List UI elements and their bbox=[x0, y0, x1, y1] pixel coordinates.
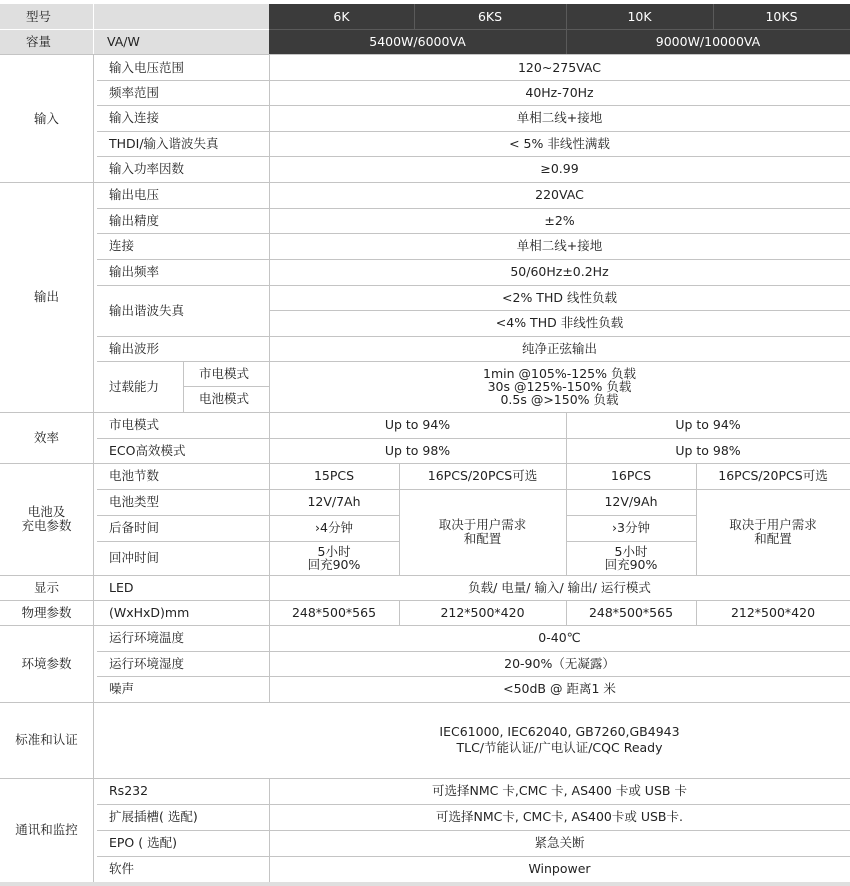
pf-label: 输入功率因数 bbox=[109, 161, 185, 176]
software-label: 软件 bbox=[109, 861, 135, 876]
thdi-value: < 5% 非线性满载 bbox=[509, 135, 610, 151]
section-physical: 物理参数 bbox=[21, 604, 72, 620]
display-label: LED bbox=[109, 579, 134, 595]
dimensions-10k: 248*500*565 bbox=[588, 604, 674, 620]
user-dependent-10ks: 取决于用户需求 和配置 bbox=[729, 517, 817, 546]
section-input: 输入 bbox=[33, 110, 59, 126]
rs232-label: Rs232 bbox=[109, 783, 149, 798]
humidity-value: 20-90%（无凝露） bbox=[504, 655, 615, 671]
model-10k: 10K bbox=[566, 4, 713, 29]
section-display: 显示 bbox=[33, 579, 59, 595]
dimensions-6ks: 212*500*420 bbox=[440, 604, 525, 620]
output-waveform-value: 纯净正弦输出 bbox=[521, 340, 597, 356]
eff-eco-10k: Up to 98% bbox=[675, 442, 741, 458]
eff-eco-6k: Up to 98% bbox=[384, 442, 451, 458]
backup-time-6k: ›4分钟 bbox=[315, 520, 353, 535]
output-thd-linear: <2% THD 线性负载 bbox=[502, 289, 617, 305]
section-output: 输出 bbox=[33, 289, 59, 304]
output-thd-nonlinear: <4% THD 非线性负载 bbox=[495, 315, 624, 330]
output-accuracy-label: 输出精度 bbox=[109, 212, 160, 228]
slot-value: 可选择NMC卡, CMC卡, AS400卡或 USB卡. bbox=[436, 809, 683, 824]
dimensions-6k: 248*500*565 bbox=[291, 604, 377, 620]
input-voltage-range-label: 输入电压范围 bbox=[109, 59, 185, 75]
standards-value: IEC61000, IEC62040, GB7260,GB4943 TLC/节能认证/广电认证/CQC Ready bbox=[439, 724, 680, 755]
temp-value: 0-40℃ bbox=[538, 630, 581, 645]
section-environment: 环境参数 bbox=[21, 655, 72, 671]
slot-label: 扩展插槽( 选配) bbox=[109, 809, 198, 824]
capacity-label: 容量 bbox=[0, 29, 93, 54]
temp-label: 运行环境温度 bbox=[109, 630, 185, 645]
input-connection-label: 输入连接 bbox=[109, 110, 160, 125]
model-6ks: 6KS bbox=[414, 4, 566, 29]
overload-mode-mains: 市电模式 bbox=[199, 365, 250, 381]
overload-mode-battery: 电池模式 bbox=[199, 391, 250, 406]
output-freq-label: 输出频率 bbox=[109, 264, 160, 279]
software-value: Winpower bbox=[528, 861, 591, 876]
freq-range-label: 频率范围 bbox=[109, 84, 160, 100]
capacity-6k: 5400W/6000VA bbox=[269, 29, 566, 54]
humidity-label: 运行环境湿度 bbox=[109, 655, 185, 671]
eff-mains-label: 市电模式 bbox=[109, 417, 160, 432]
rs232-value: 可选择NMC 卡,CMC 卡, AS400 卡或 USB 卡 bbox=[432, 783, 687, 798]
output-voltage-value: 220VAC bbox=[535, 187, 584, 202]
capacity-10k: 9000W/10000VA bbox=[566, 29, 850, 54]
eff-mains-6k: Up to 94% bbox=[384, 417, 451, 432]
header-blank bbox=[93, 4, 269, 29]
section-efficiency: 效率 bbox=[33, 429, 59, 445]
backup-time-label: 后备时间 bbox=[109, 520, 160, 535]
output-connection-value: 单相二线+接地 bbox=[516, 238, 603, 253]
overload-value: 1min @105%-125% 负载 30s @125%-150% 负载 0.5s @>150% 负载 bbox=[483, 366, 636, 407]
epo-value: 紧急关断 bbox=[534, 835, 585, 850]
section-standards: 标准和认证 bbox=[15, 732, 78, 747]
input-voltage-range-value: 120~275VAC bbox=[517, 59, 601, 75]
backup-time-10k: ›3分钟 bbox=[612, 520, 650, 535]
output-thd-label: 输出谐波失真 bbox=[109, 302, 185, 318]
display-value: 负载/ 电量/ 输入/ 输出/ 运行模式 bbox=[468, 579, 651, 595]
battery-count-6k: 15PCS bbox=[313, 468, 355, 483]
dimensions-10ks: 212*500*420 bbox=[730, 604, 816, 620]
bottom-strip bbox=[0, 882, 850, 886]
recharge-time-label: 回冲时间 bbox=[109, 550, 160, 565]
dimensions-label: (WxHxD)mm bbox=[109, 604, 190, 620]
battery-count-10k: 16PCS bbox=[610, 468, 652, 483]
section-battery: 电池及 充电参数 bbox=[21, 504, 72, 533]
freq-range-value: 40Hz-70Hz bbox=[525, 84, 594, 100]
epo-label: EPO ( 选配) bbox=[109, 835, 177, 850]
battery-type-6k: 12V/7Ah bbox=[307, 494, 361, 509]
recharge-time-10k: 5小时 回充90% bbox=[604, 544, 658, 572]
battery-count-10ks: 16PCS/20PCS可选 bbox=[718, 468, 828, 483]
battery-count-6ks: 16PCS/20PCS可选 bbox=[427, 468, 538, 483]
model-6k: 6K bbox=[269, 4, 414, 29]
overload-label: 过载能力 bbox=[109, 378, 160, 394]
recharge-time-6k: 5小时 回充90% bbox=[307, 544, 361, 572]
output-voltage-label: 输出电压 bbox=[109, 187, 160, 202]
battery-type-10k: 12V/9Ah bbox=[604, 494, 658, 509]
capacity-unit: VA/W bbox=[93, 29, 269, 54]
battery-count-label: 电池节数 bbox=[109, 468, 160, 483]
model-10ks: 10KS bbox=[713, 4, 850, 29]
thdi-label: THDI/输入谐波失真 bbox=[109, 135, 219, 151]
output-accuracy-value: ±2% bbox=[544, 212, 575, 228]
noise-value: <50dB @ 距离1 米 bbox=[503, 681, 616, 696]
user-dependent-6ks: 取决于用户需求 和配置 bbox=[438, 517, 527, 546]
eff-eco-label: ECO高效模式 bbox=[109, 442, 186, 458]
noise-label: 噪声 bbox=[109, 681, 135, 696]
output-waveform-label: 输出波形 bbox=[109, 340, 160, 356]
output-freq-value: 50/60Hz±0.2Hz bbox=[510, 264, 609, 279]
pf-value: ≥0.99 bbox=[540, 161, 579, 176]
battery-type-label: 电池类型 bbox=[109, 494, 160, 509]
eff-mains-10k: Up to 94% bbox=[675, 417, 741, 432]
input-connection-value: 单相二线+接地 bbox=[516, 110, 603, 125]
section-comm: 通讯和监控 bbox=[15, 822, 78, 837]
output-connection-label: 连接 bbox=[109, 238, 135, 253]
model-label: 型号 bbox=[0, 4, 93, 29]
